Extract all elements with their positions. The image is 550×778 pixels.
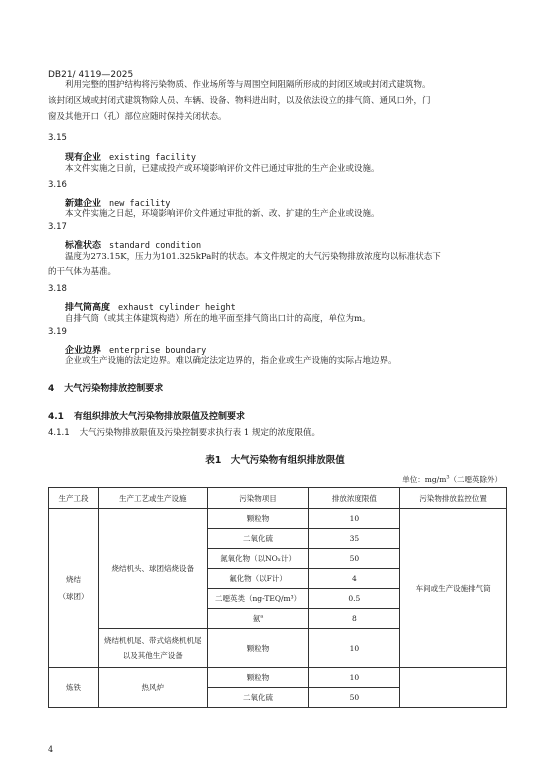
clause-number: 4.1.1 — [48, 428, 70, 438]
pollutant-cell: 颗粒物 — [207, 629, 309, 668]
facility-cell: 热风炉 — [98, 668, 207, 708]
term-en: exhaust cylinder height — [118, 303, 236, 313]
table-title: 表1 大气污染物有组织排放限值 — [205, 455, 345, 466]
clause-number: 3.18 — [48, 284, 67, 294]
limit-cell: 8 — [309, 609, 400, 629]
term-cn: 新建企业 — [65, 199, 102, 209]
term-definition: 本文件实施之日前，已建成投产或环境影响评价文件已通过审批的生产企业或设施。 — [65, 164, 380, 174]
unit-suffix: （二噁英除外） — [449, 475, 502, 484]
term-definition: 自排气筒（或其主体建筑构造）所在的地平面至排气筒出口计的高度，单位为m。 — [65, 314, 371, 324]
table-header-row — [49, 488, 507, 509]
section-heading — [48, 381, 163, 394]
section-title: 大气污染物排放控制要求 — [64, 384, 164, 394]
clause-number: 3.17 — [48, 222, 67, 232]
stage-cell — [49, 509, 99, 668]
header-stage: 生产工段 — [49, 488, 99, 509]
pollutant-cell — [207, 609, 309, 629]
term-en: new facility — [109, 199, 171, 209]
intro-line-3: 窗及其他开口（孔）部位应随时保持关闭状态。 — [48, 112, 227, 122]
document-code: DB21/ 4119—2025 — [48, 70, 134, 80]
ammonia-footnote: a — [260, 613, 264, 620]
header-facility: 生产工艺或生产设施 — [98, 488, 207, 509]
clause-4-1-1 — [48, 425, 508, 441]
pollutant-cell: 颗粒物 — [207, 509, 309, 529]
header-pollutant: 污染物项目 — [207, 488, 309, 509]
pollutant-cell: 二氧化硫 — [207, 688, 309, 708]
limit-cell: 10 — [309, 629, 400, 668]
facility-line: 以及其他生产设备 — [122, 651, 183, 660]
facility-cell: 烧结机头、球团焙烧设备 — [98, 509, 207, 629]
clause-number: 3.19 — [48, 327, 67, 337]
limit-cell: 10 — [309, 668, 400, 688]
limit-cell: 10 — [309, 509, 400, 529]
table-row — [49, 509, 507, 529]
subsection-heading — [48, 409, 245, 422]
ammonia-label: 氨 — [252, 614, 261, 623]
pollutant-cell: 二氧化硫 — [207, 529, 309, 549]
term-definition: 温度为273.15K，压力为101.325kPa时的状态。本文件规定的大气污染物排放浓度均以标准状态下 — [65, 252, 441, 262]
monitor-cell — [400, 668, 507, 708]
intro-line-1: 利用完整的围护结构将污染物质、作业场所等与周围空间阻隔所形成的封闭区域或封闭式建筑物。 — [65, 80, 431, 90]
term-definition: 企业或生产设施的法定边界。难以确定法定边界的，指企业或生产设施的实际占地边界。 — [65, 356, 397, 366]
term-definition-cont: 的干气体为基准。 — [48, 267, 117, 277]
limit-cell: 50 — [309, 688, 400, 708]
pollutant-cell: 氮氧化物（以NOₓ计） — [207, 549, 309, 569]
table-row — [49, 668, 507, 688]
pollutant-cell: 二噁英类（ng-TEQ/m³） — [207, 589, 309, 609]
unit-prefix: 单位：mg/m — [402, 475, 447, 484]
term-cn: 排气筒高度 — [65, 303, 111, 313]
section-number: 4 — [48, 384, 55, 394]
subsection-number: 4.1 — [48, 412, 64, 422]
pollutant-cell: 颗粒物 — [207, 668, 309, 688]
term-cn: 现有企业 — [65, 153, 102, 163]
pollutant-cell: 氟化物（以F计） — [207, 569, 309, 589]
monitor-cell: 车间或生产设施排气筒 — [400, 509, 507, 668]
stage-line: （球团） — [58, 592, 89, 601]
page-number: 4 — [48, 745, 54, 754]
clause-text: 大气污染物排放限值及污染控制要求执行表 1 规定的浓度限值。 — [79, 428, 320, 438]
term-en: existing facility — [109, 153, 197, 163]
term-cn: 标准状态 — [65, 241, 102, 251]
table-unit — [402, 474, 502, 485]
intro-line-2: 该封闭区域或封闭式建筑物除人员、车辆、设备、物料进出时，以及依法设立的排气筒、通风口外，门 — [48, 96, 431, 106]
subsection-title: 有组织排放大气污染物排放限值及控制要求 — [73, 412, 245, 422]
header-limit: 排放浓度限值 — [309, 488, 400, 509]
emission-limits-table — [48, 487, 507, 708]
stage-cell: 炼铁 — [49, 668, 99, 708]
term-cn: 企业边界 — [65, 346, 102, 356]
limit-cell: 4 — [309, 569, 400, 589]
stage-line: 烧结 — [65, 575, 81, 584]
facility-line: 烧结机机尾、带式焙烧机机尾 — [104, 636, 202, 645]
header-monitor: 污染物排放监控位置 — [400, 488, 507, 509]
clause-number: 3.16 — [48, 180, 67, 190]
term-en: standard condition — [109, 241, 202, 251]
limit-cell: 50 — [309, 549, 400, 569]
unit-sup: 3 — [446, 474, 450, 481]
limit-cell: 35 — [309, 529, 400, 549]
facility-cell — [98, 629, 207, 668]
term-definition: 本文件实施之日起，环境影响评价文件通过审批的新、改、扩建的生产企业或设施。 — [65, 209, 380, 219]
clause-number: 3.15 — [48, 133, 67, 143]
limit-cell: 0.5 — [309, 589, 400, 609]
term-en: enterprise boundary — [109, 346, 207, 356]
